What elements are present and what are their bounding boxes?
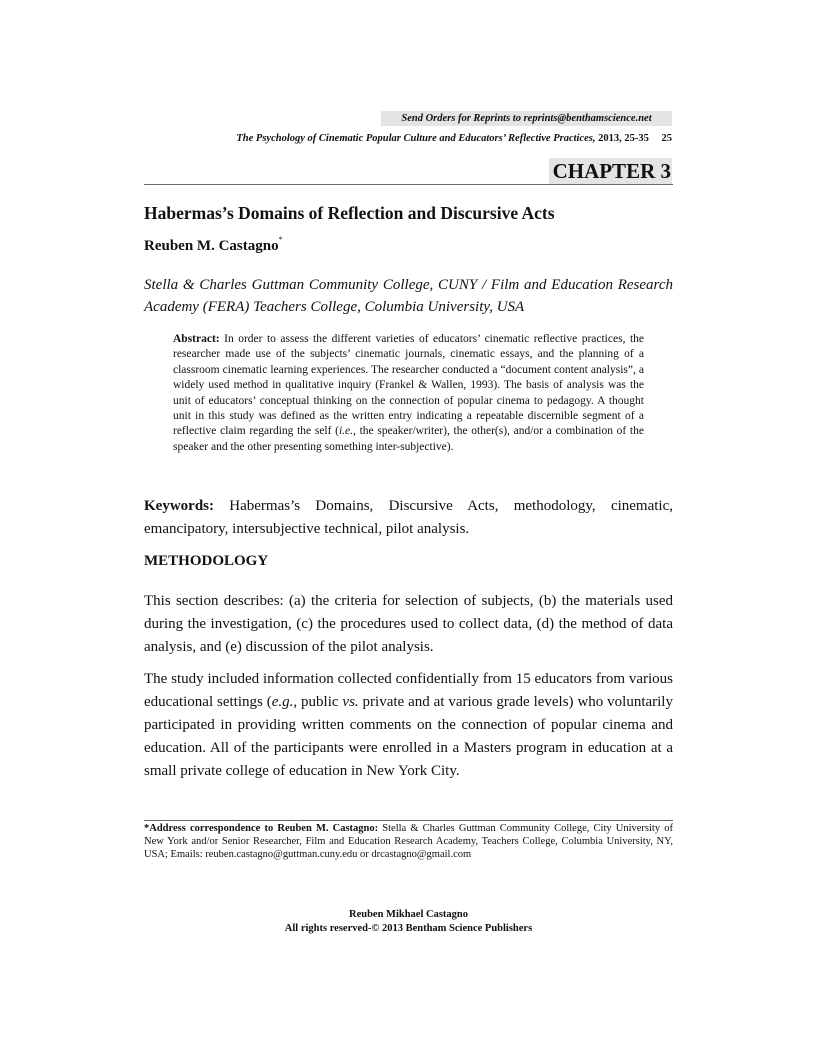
header-rule — [144, 184, 673, 185]
footnote-label: *Address correspondence to Reuben M. Castagno: — [144, 823, 379, 834]
author-affiliation: Stella & Charles Guttman Community College, CUNY / Film and Education Research Academy (FERA) Teachers College, Columbia University, USA — [144, 277, 673, 315]
keywords-label: Keywords: — [144, 498, 214, 514]
paragraph-eg: e.g. — [271, 694, 294, 710]
abstract-text-end: , the speaker/writer), the other(s), and/or a combination of the speaker and the other presenting something inter-subjective). — [173, 425, 644, 453]
footnote — [144, 823, 673, 861]
chapter-label: CHAPTER 3 — [549, 158, 672, 184]
page-number: 25 — [661, 133, 672, 144]
book-year-pages: 2013, 25-35 — [598, 133, 649, 144]
footer-author-name: Reuben Mikhael Castagno — [348, 909, 468, 920]
footnote-text: Stella & Charles Guttman Community College, City University of New York and/or Senior Researcher, Film and Education Research Academy, Teachers College, Columbia University, NY, USA; Emails: reuben.castagno@guttman.cuny.edu or drcastagno@gmail.com — [144, 823, 673, 860]
book-title: The Psychology of Cinematic Popular Culture and Educators’ Reflective Practices, — [236, 133, 596, 144]
paragraph-vs: vs. — [342, 694, 359, 710]
copyright-block — [144, 908, 673, 936]
paragraph — [144, 668, 673, 783]
paragraph-text: private and at various grade levels) who voluntarily participated in providing written comments on the connection of popular cinema and education. All of the participants were enrolled in a Masters program in education at a small private college of education in New York City. — [144, 694, 673, 779]
article-title: Habermas’s Domains of Reflection and Discursive Acts — [144, 203, 555, 223]
abstract-ie: i.e. — [338, 425, 354, 438]
section-heading: METHODOLOGY — [144, 553, 269, 569]
abstract — [173, 332, 644, 455]
author-line — [144, 235, 283, 255]
keywords — [144, 495, 673, 540]
abstract-text: In order to assess the different varieties of educators’ cinematic reflective practices, the researcher made use of the subjects’ cinematic journals, cinematic essays, and the planning of a classroom cinematic learning experiences. The researcher conducted a “document content analysis”, a widely used method in qualitative inquiry (Frankel & Wallen, 1993). The basis of analysis was the unit of educators’ conceptual thinking on the connection of popular cinema to pedagogy. A thought unit in this study was defined as the written entry indicating a repeatable discernible segment of a reflective claim regarding the self ( — [173, 333, 644, 438]
paragraph-text: The study included information collected confidentially from 15 educators from various educational settings ( — [144, 671, 673, 710]
reprint-notice: Send Orders for Reprints to reprints@benthamscience.net — [381, 111, 672, 126]
author-footnote-mark: * — [278, 235, 283, 244]
copyright-line: All rights reserved-© 2013 Bentham Science Publishers — [284, 923, 533, 934]
author-name: Reuben M. Castagno — [144, 238, 279, 254]
keywords-text: Habermas’s Domains, Discursive Acts, methodology, cinematic, emancipatory, intersubjective technical, pilot analysis. — [144, 498, 673, 537]
footnote-rule — [144, 820, 673, 821]
paragraph: This section describes: (a) the criteria for selection of subjects, (b) the materials used during the investigation, (c) the procedures used to collect data, (d) the method of data analysis, and (e) discussion of the pilot analysis. — [144, 593, 673, 655]
paragraph-text: , public — [293, 694, 343, 710]
abstract-label: Abstract: — [173, 333, 220, 345]
running-header — [172, 133, 672, 144]
